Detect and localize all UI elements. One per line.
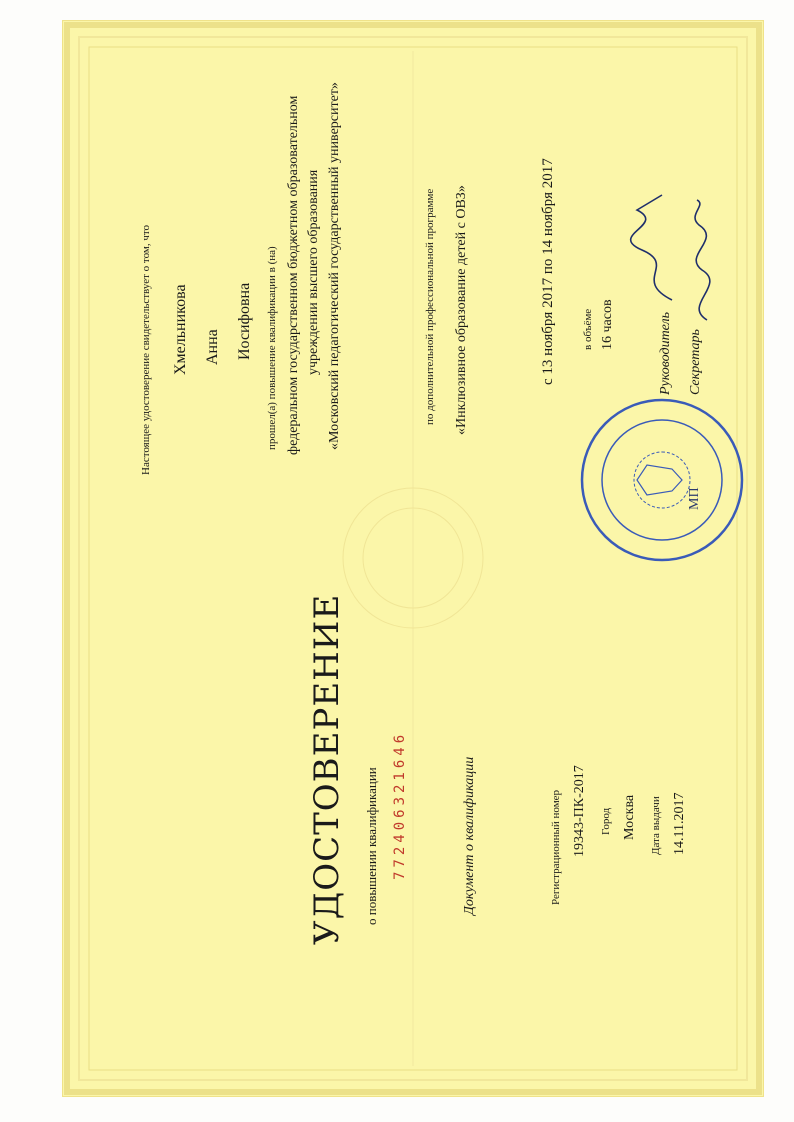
secretary-signature bbox=[677, 195, 737, 325]
volume-value: 16 часов bbox=[600, 299, 615, 350]
issue-date-label: Дата выдачи bbox=[650, 796, 662, 855]
certificate-content bbox=[62, 20, 762, 1095]
first-name: Анна bbox=[204, 329, 221, 365]
certificate-subtitle: о повышении квалификации bbox=[364, 767, 379, 925]
passed-text: прошел(а) повышение квалификации в (на) bbox=[266, 246, 278, 450]
surname: Хмельникова bbox=[172, 284, 189, 375]
training-period: с 13 ноября 2017 по 14 ноября 2017 bbox=[540, 158, 556, 385]
secretary-label: Секретарь bbox=[688, 329, 703, 395]
document-type: Документ о квалификации bbox=[462, 756, 477, 915]
issue-date-value: 14.11.2017 bbox=[672, 792, 687, 855]
certificate-number: 772406321646 bbox=[392, 730, 408, 880]
city-value: Москва bbox=[622, 794, 637, 840]
official-seal bbox=[577, 395, 747, 565]
city-label: Город bbox=[600, 807, 612, 835]
intro-text: Настоящее удостоверение свидетельствует о том, что bbox=[140, 224, 152, 475]
registration-label: Регистрационный номер bbox=[550, 789, 562, 905]
registration-number: 19343-ПК-2017 bbox=[572, 765, 587, 857]
organization-line-2: учреждении высшего образования bbox=[306, 169, 321, 375]
patronymic: Иосифовна bbox=[236, 282, 253, 360]
head-label: Руководитель bbox=[658, 311, 673, 395]
program-value: «Инклюзивное образование детей с ОВЗ» bbox=[454, 185, 469, 435]
stamp-mark: МП bbox=[687, 487, 702, 510]
organization-line-3: «Московский педагогический государственный университет» bbox=[327, 82, 342, 450]
volume-label: в объёме bbox=[582, 308, 594, 350]
rotated-content bbox=[62, 20, 762, 1095]
certificate-title: УДОСТОВЕРЕНИЕ bbox=[307, 593, 347, 945]
organization-line-1: федеральном государственном бюджетном образовательном bbox=[286, 95, 301, 455]
program-label: по дополнительной профессиональной программе bbox=[424, 188, 436, 425]
